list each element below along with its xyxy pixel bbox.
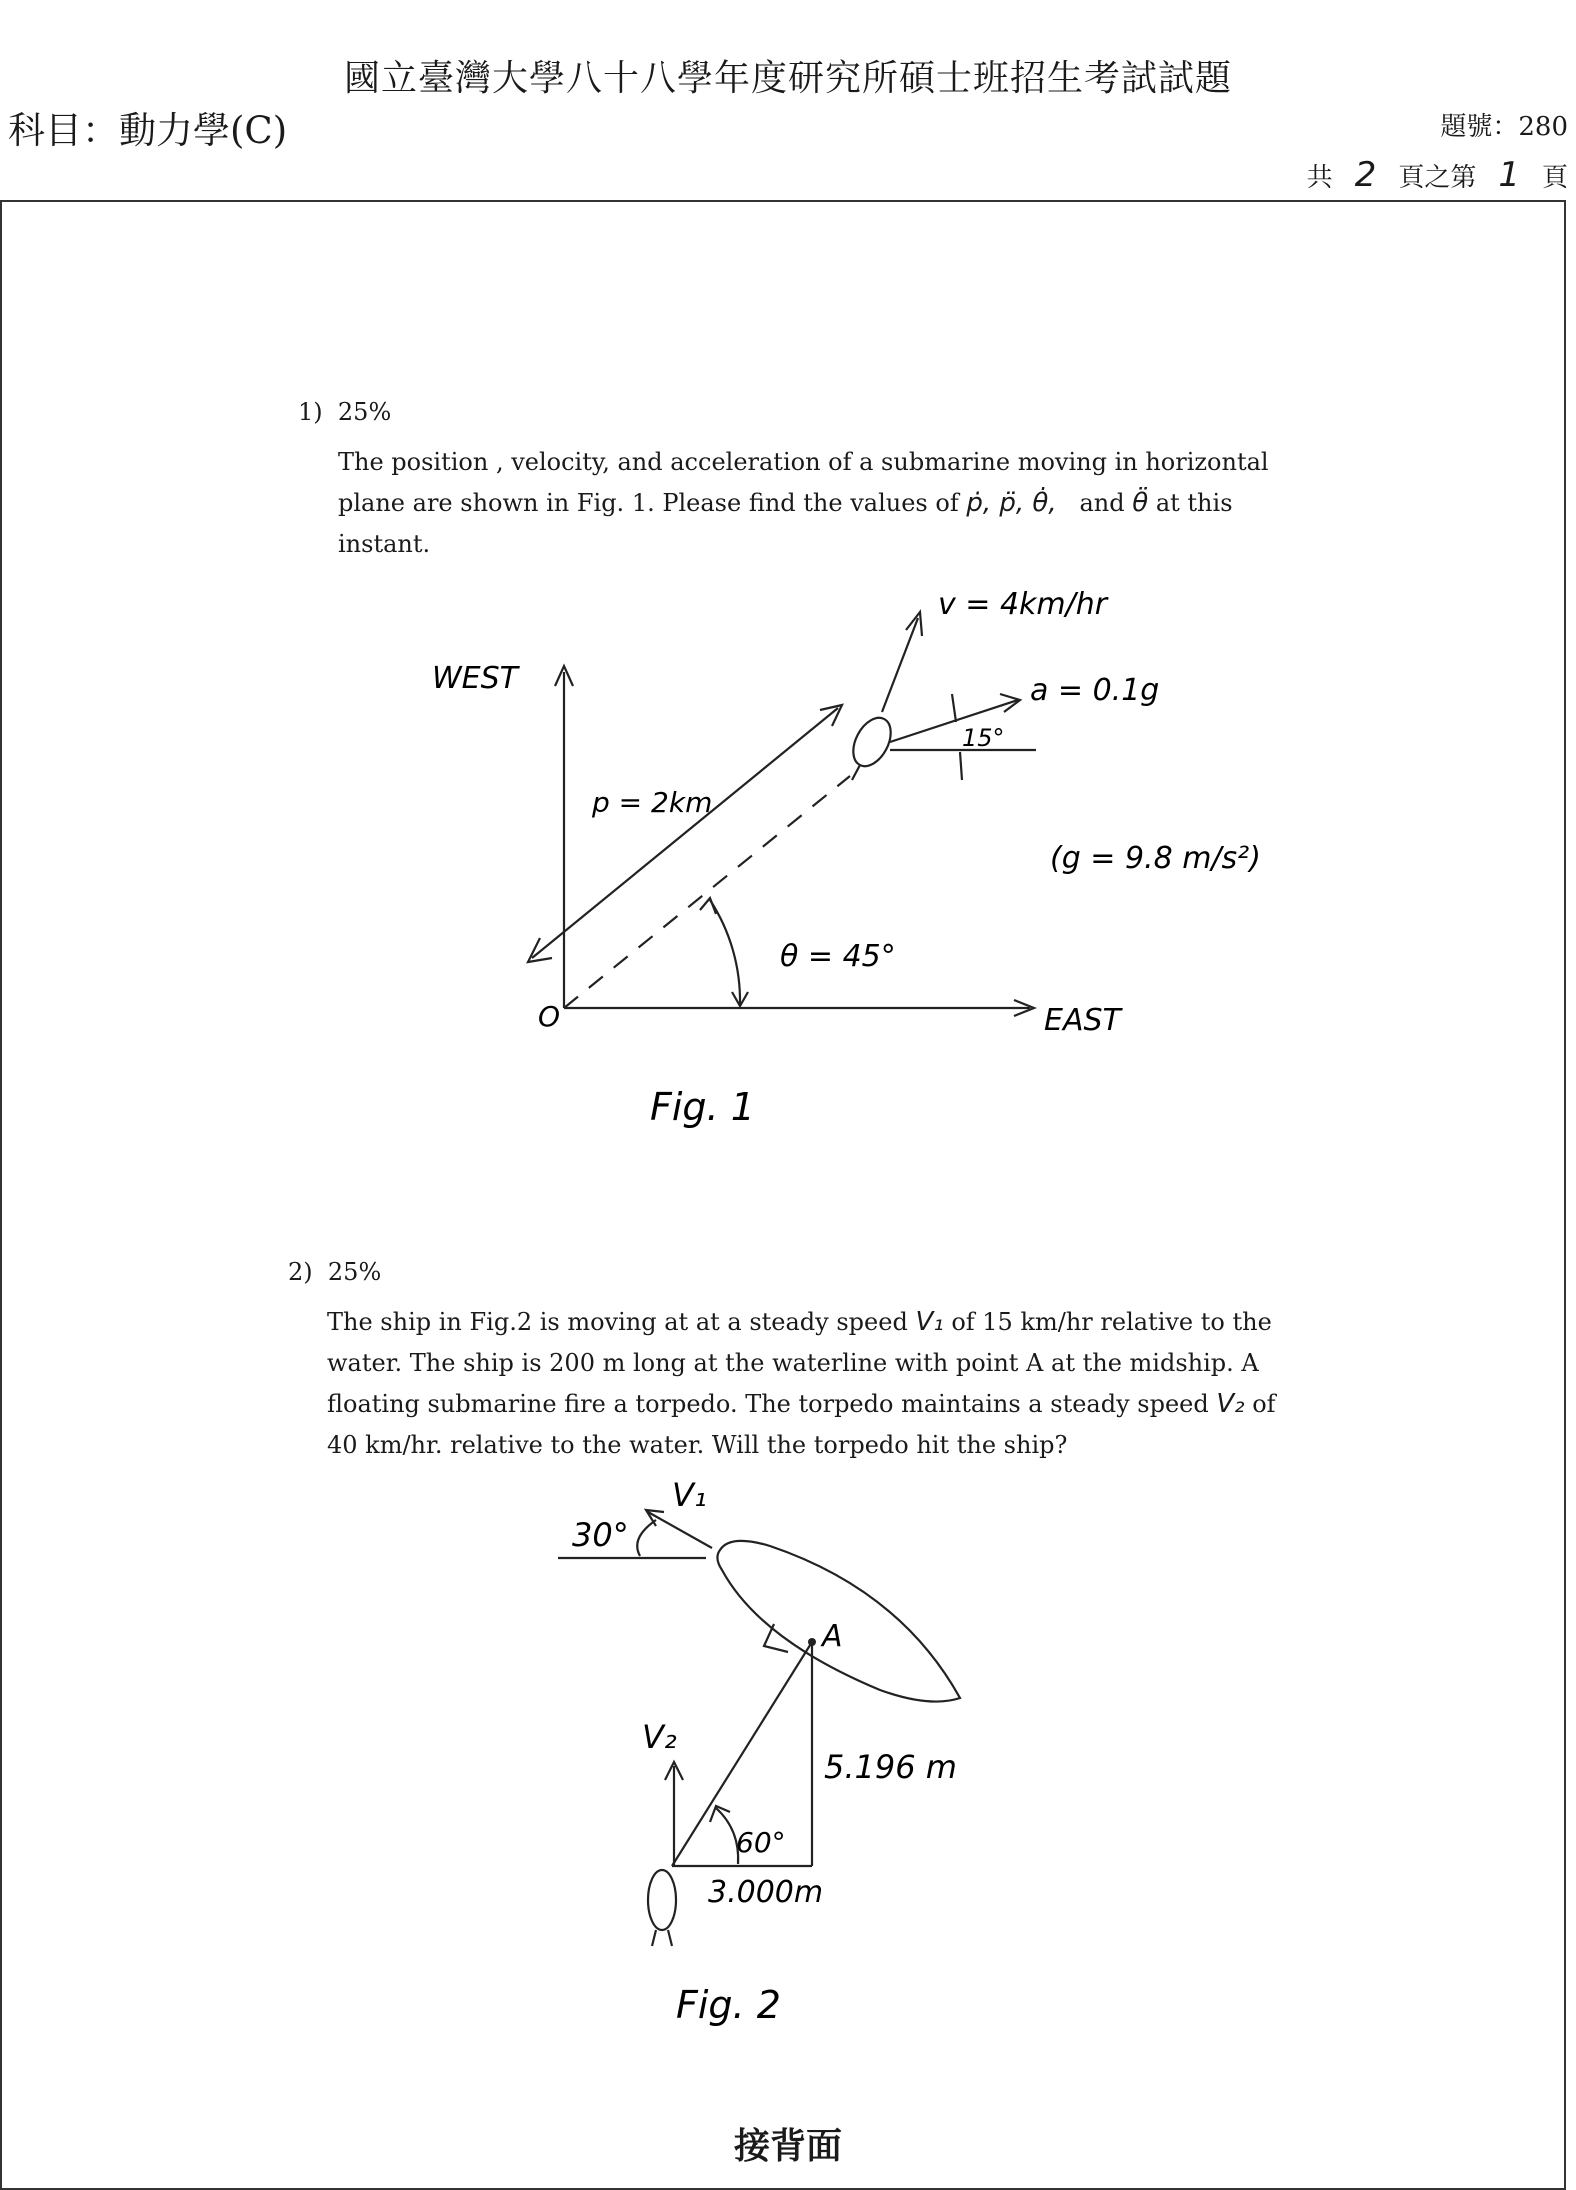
page-prefix: 共 (1306, 163, 1333, 193)
q2-body-b: of 15 km/hr relative to the water. The ship is 200 m long at the waterline with point A at the midship. A floating submarine fire a torpedo. The torpedo maintains a steady speed (327, 1308, 1272, 1418)
west-label: WEST (432, 661, 518, 696)
question-number: 題號：280 (1440, 112, 1568, 142)
total-pages: 2 (1354, 155, 1377, 195)
angle-30-arc (637, 1520, 656, 1556)
page-mid: 頁之第 (1398, 163, 1477, 193)
submarine-2-tail-right (668, 1930, 672, 1946)
q1-weight: 25% (337, 398, 392, 426)
submarine-2-tail-left (652, 1930, 656, 1946)
current-page: 1 (1498, 155, 1520, 195)
continue-on-back-note: 接背面 (733, 2125, 842, 2167)
figure-1-caption: Fig. 1 (650, 1085, 755, 1129)
angle-15-label: 15° (962, 724, 1005, 752)
v1-label: V₁ (672, 1476, 707, 1514)
theta-label: θ = 45° (780, 939, 896, 974)
q2-number: 2) (288, 1258, 313, 1286)
q1-and: and (1079, 489, 1125, 517)
q1-number: 1) (298, 398, 323, 426)
v1-arrowhead (646, 1510, 664, 1526)
q1-symbol-last: θ̈ (1132, 488, 1149, 518)
p-label: p = 2km (592, 786, 713, 819)
east-label: EAST (1044, 1003, 1121, 1038)
subject-label: 科目：動力學(C) (8, 109, 288, 152)
q2-v2: V₂ (1216, 1389, 1245, 1419)
q1-ending: at this instant. (338, 489, 1233, 558)
q2-body-a: The ship in Fig.2 is moving at at a steady speed (327, 1308, 908, 1336)
submarine-2-hull (648, 1870, 676, 1930)
velocity-label: v = 4km/hr (938, 587, 1108, 622)
q1-symbols: ṗ, p̈, θ̇, (966, 488, 1057, 518)
point-a-marker (808, 1638, 816, 1646)
q2-v1: V₁ (915, 1307, 944, 1337)
point-a-label: A (822, 1619, 843, 1654)
angle-60-label: 60° (736, 1826, 786, 1859)
angle-30-label: 30° (572, 1516, 629, 1554)
acceleration-label: a = 0.1g (1030, 673, 1160, 708)
figure-2-caption: Fig. 2 (676, 1983, 781, 2027)
base-label: 3.000m (708, 1875, 824, 1910)
q2-weight: 25% (327, 1258, 382, 1286)
q1-body: The position , velocity, and acceleration of a submarine moving in horizontal plane are shown in Fig. 1. Please find the values of (338, 448, 1269, 517)
height-label: 5.196 m (824, 1748, 957, 1786)
exam-title: 國立臺灣大學八十八學年度研究所碩士班招生考試試題 (343, 58, 1232, 99)
origin-label: O (538, 1000, 561, 1033)
v1-arrow (648, 1512, 712, 1548)
gravity-label: (g = 9.8 m/s²) (1050, 841, 1261, 876)
q2-body-c: of 40 km/hr. relative to the water. Will the torpedo hit the ship? (327, 1390, 1276, 1459)
page-suffix: 頁 (1541, 163, 1568, 193)
v2-label: V₂ (642, 1718, 677, 1756)
angle-60-arc (716, 1808, 738, 1864)
